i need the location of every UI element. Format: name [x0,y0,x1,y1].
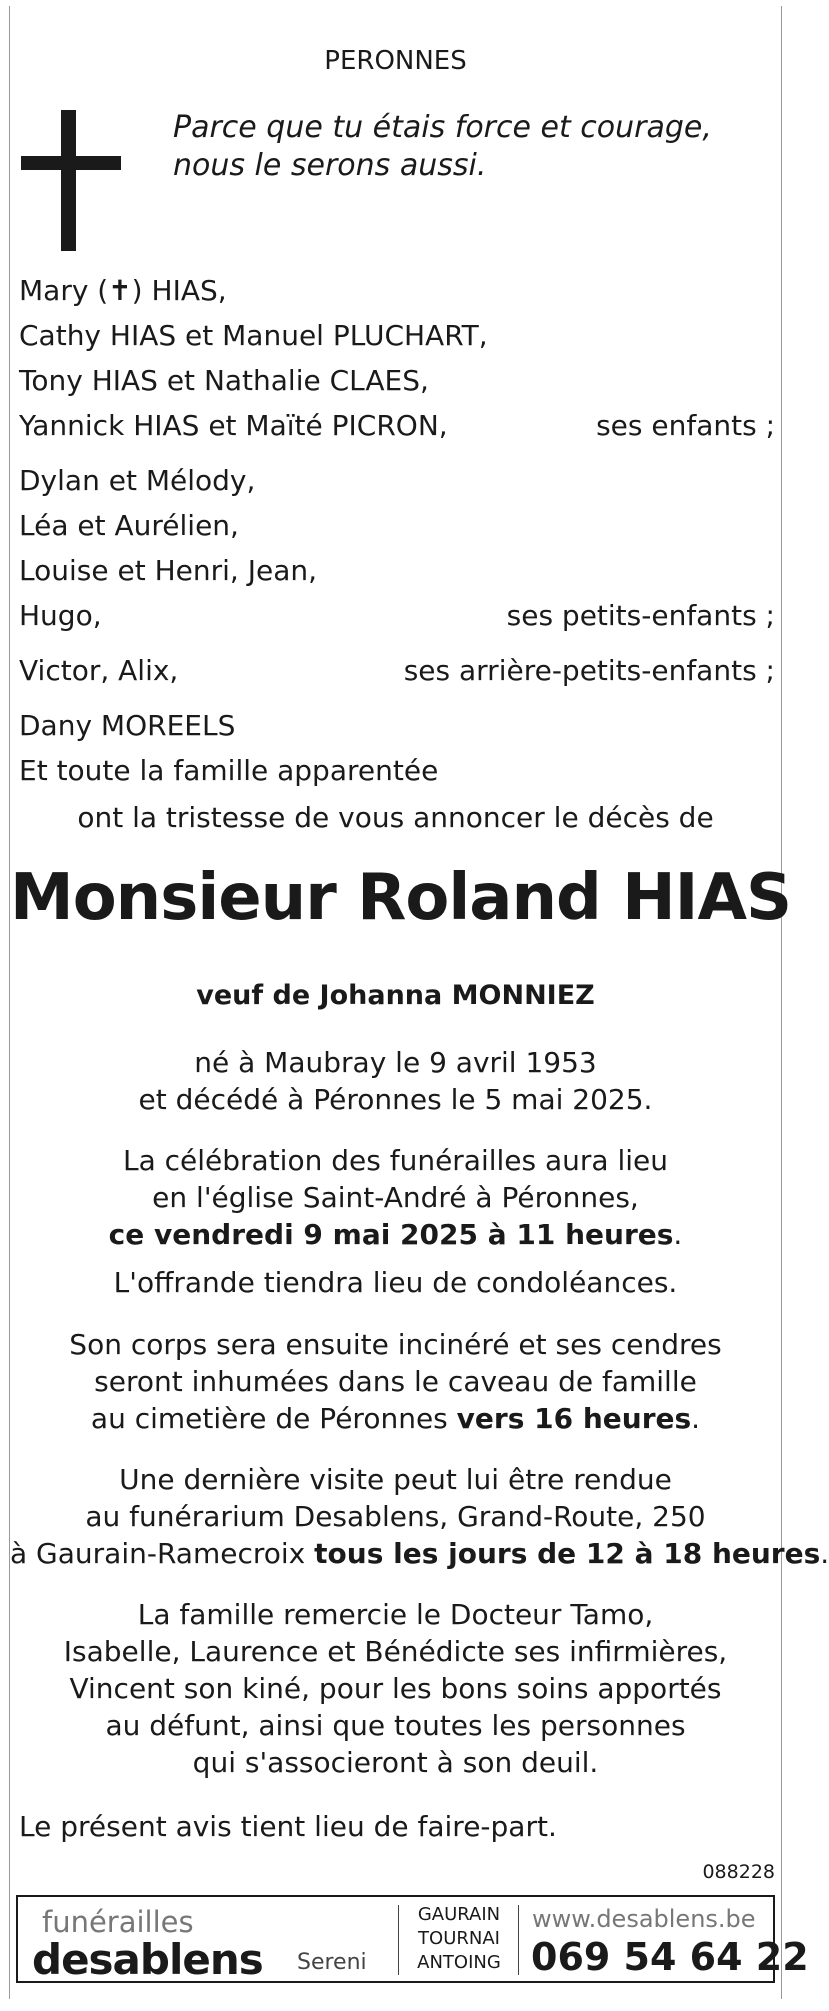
divider [518,1905,519,1975]
reference-number: 088228 [702,1861,775,1883]
ceremony-line: en l'église Saint-André à Péronnes, [152,1181,639,1214]
city: GAURAIN [417,1904,501,1925]
obituary-notice [9,6,829,1999]
thanks-line: Isabelle, Laurence et Bénédicte ses infirmières, [63,1635,728,1668]
thanks-line: Vincent son kiné, pour les bons soins apportés [69,1672,722,1705]
verse-line-1: Parce que tu étais force et courage, [173,110,712,145]
cross-icon-horizontal [21,156,121,170]
brand-small: funérailles [42,1905,194,1939]
family-line: Louise et Henri, Jean, [19,554,317,587]
family-line: Tony HIAS et Nathalie CLAES, [19,364,429,397]
thanks-line: La famille remercie le Docteur Tamo, [137,1598,654,1631]
family-line: Hugo, [19,599,102,632]
city: ANTOING [417,1952,501,1973]
visit-time-bold: tous les jours de 12 à 18 heures [314,1537,821,1570]
burial-time-tail: . [691,1402,701,1435]
burial-time-bold: vers 16 heures [456,1402,692,1435]
visit-line: Une dernière visite peut lui être rendue [119,1463,672,1496]
divider [398,1905,399,1975]
ceremony-line: La célébration des funérailles aura lieu [122,1144,669,1177]
family-line: Mary (✝) HIAS, [19,274,227,307]
town-heading: PERONNES [324,46,467,76]
brand-main: desablens [32,1935,263,1984]
thanks-line: qui s'associeront à son deuil. [192,1746,599,1779]
visit-time-pre: à Gaurain-Ramecroix [10,1537,315,1570]
visit-line: au funérarium Desablens, Grand-Route, 250 [85,1500,706,1533]
thanks-line: au défunt, ainsi que toutes les personnes [105,1709,686,1742]
phone-number[interactable]: 069 54 64 22 [531,1935,809,1979]
visit-time-tail: . [820,1537,829,1570]
announce-line: ont la tristesse de vous annoncer le décès de [77,801,714,834]
burial-line: seront inhumées dans le caveau de famille [94,1365,697,1398]
ceremony-date-tail: . [673,1218,683,1251]
cities-list [406,1903,512,1975]
funeral-home-banner [16,1895,809,1984]
family-line: Dany MOREELS [19,709,236,742]
cross-icon-vertical [61,110,76,251]
brand-sub: Sereni [297,1950,367,1975]
verse-line-2: nous le serons aussi. [173,148,487,183]
burial-time-pre: au cimetière de Péronnes [90,1402,457,1435]
born-line: né à Maubray le 9 avril 1953 [194,1046,597,1079]
family-line: Léa et Aurélien, [19,509,239,542]
visit-time [10,1537,829,1570]
widow-of: veuf de Johanna MONNIEZ [196,980,595,1011]
family-line: Et toute la famille apparentée [19,754,439,787]
role-great-grandchildren: ses arrière-petits-enfants ; [403,654,775,687]
family-line: Victor, Alix, [19,654,179,687]
offering-line: L'offrande tiendra lieu de condoléances. [113,1266,678,1299]
verse [173,109,712,185]
city: TOURNAI [418,1928,500,1949]
role-children: ses enfants ; [596,409,775,442]
ceremony-date [10,1218,781,1251]
burial-time [10,1402,781,1435]
ceremony-date-bold: ce vendredi 9 mai 2025 à 11 heures [108,1218,674,1251]
website-link[interactable]: www.desablens.be [532,1905,756,1933]
role-grandchildren: ses petits-enfants ; [506,599,775,632]
family-line: Dylan et Mélody, [19,464,256,497]
deceased-name: Monsieur Roland HIAS [10,861,792,935]
family-line: Cathy HIAS et Manuel PLUCHART, [19,319,488,352]
burial-line: Son corps sera ensuite incinéré et ses cendres [69,1328,722,1361]
died-line: et décédé à Péronnes le 5 mai 2025. [138,1083,653,1116]
closing-line: Le présent avis tient lieu de faire-part. [19,1810,557,1843]
family-line: Yannick HIAS et Maïté PICRON, [19,409,448,442]
